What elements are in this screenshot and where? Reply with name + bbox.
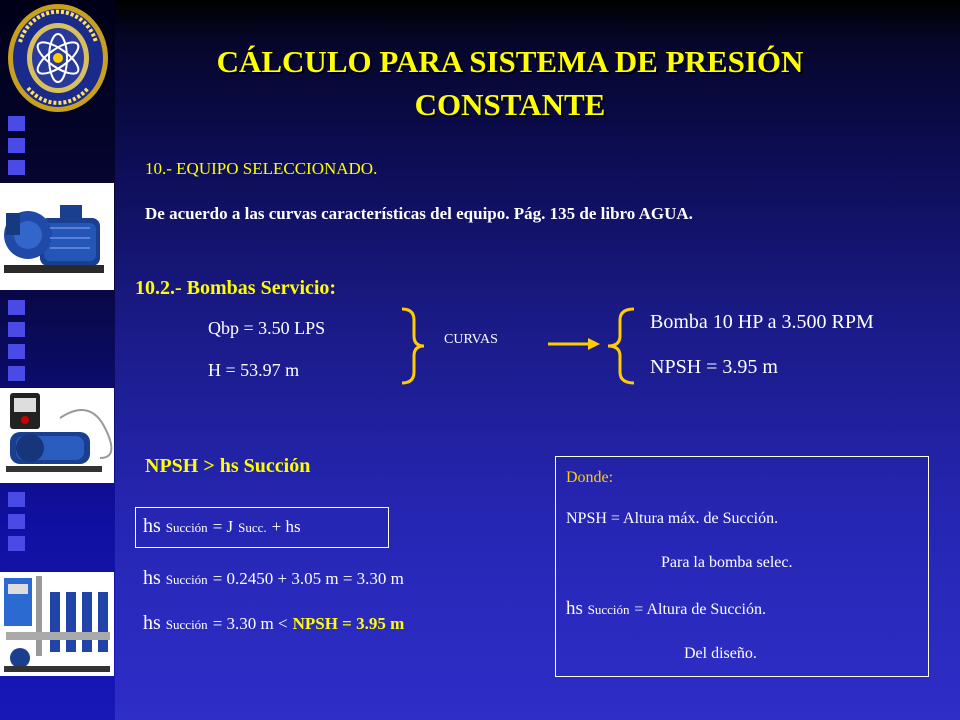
decor-square — [8, 536, 25, 551]
left-brace-icon — [598, 306, 638, 386]
head-value: H = 53.97 m — [208, 360, 300, 380]
formula-plus-hs: + hs — [271, 517, 301, 536]
bomba-result: Bomba 10 HP a 3.500 RPM — [650, 311, 874, 333]
section-description: De acuerdo a las curvas características del equipo. Pág. 135 de libro AGUA. — [145, 204, 693, 223]
pump-image-3 — [0, 572, 114, 676]
donde-line-3-text: = Altura de Succión. — [634, 601, 766, 618]
arrow-right-icon — [546, 336, 602, 352]
bombas-heading: 10.2.- Bombas Servicio: — [135, 277, 337, 299]
formula-line — [143, 515, 301, 538]
donde-line-2: Para la bomba selec. — [661, 554, 793, 571]
decor-square — [8, 366, 25, 381]
decor-square — [8, 322, 25, 337]
decor-square — [8, 138, 25, 153]
npsh-result: NPSH = 3.95 m — [650, 356, 778, 378]
donde-line-4: Del diseño. — [684, 645, 757, 662]
npsh-condition: NPSH > hs Succión — [145, 455, 311, 477]
pump-image-1 — [0, 183, 114, 290]
university-logo — [6, 2, 110, 114]
formula-j: = J — [212, 517, 234, 536]
qbp-value: Qbp = 3.50 LPS — [208, 318, 326, 338]
compare-line — [143, 612, 404, 635]
decor-square — [8, 116, 25, 131]
donde-line-1: NPSH = Altura máx. de Succión. — [566, 510, 779, 527]
j-subscript: Succ. — [238, 520, 267, 535]
section-heading: 10.- EQUIPO SELECCIONADO. — [145, 159, 378, 178]
compare-npsh: NPSH = 3.95 m — [292, 614, 405, 633]
slide-title: CÁLCULO PARA SISTEMA DE PRESIÓN CONSTANTE — [216, 44, 804, 122]
curvas-label: CURVAS — [444, 332, 498, 347]
centrifugal-pump-icon — [0, 183, 114, 290]
compare-value: = 3.30 m < — [212, 614, 288, 633]
donde-label: Donde: — [566, 469, 614, 486]
hs-symbol: hs — [143, 515, 161, 537]
hs-subscript: Succión — [165, 617, 208, 632]
pump-image-2 — [0, 388, 114, 483]
decor-square — [8, 160, 25, 175]
pressure-pump-icon — [0, 388, 114, 483]
pump-station-icon — [0, 572, 114, 676]
hs-symbol: hs — [566, 598, 583, 619]
hs-subscript: Succión — [587, 602, 630, 617]
calc-value: = 0.2450 + 3.05 m = 3.30 m — [212, 569, 404, 588]
right-brace-icon — [398, 306, 428, 386]
calc-line — [143, 567, 404, 590]
hs-subscript: Succión — [165, 572, 208, 587]
decor-square — [8, 300, 25, 315]
hs-symbol: hs — [143, 567, 161, 589]
hs-subscript: Succión — [165, 520, 208, 535]
decor-square — [8, 514, 25, 529]
decor-square — [8, 492, 25, 507]
hs-symbol: hs — [143, 612, 161, 634]
decor-square — [8, 344, 25, 359]
donde-line-3 — [566, 598, 766, 620]
